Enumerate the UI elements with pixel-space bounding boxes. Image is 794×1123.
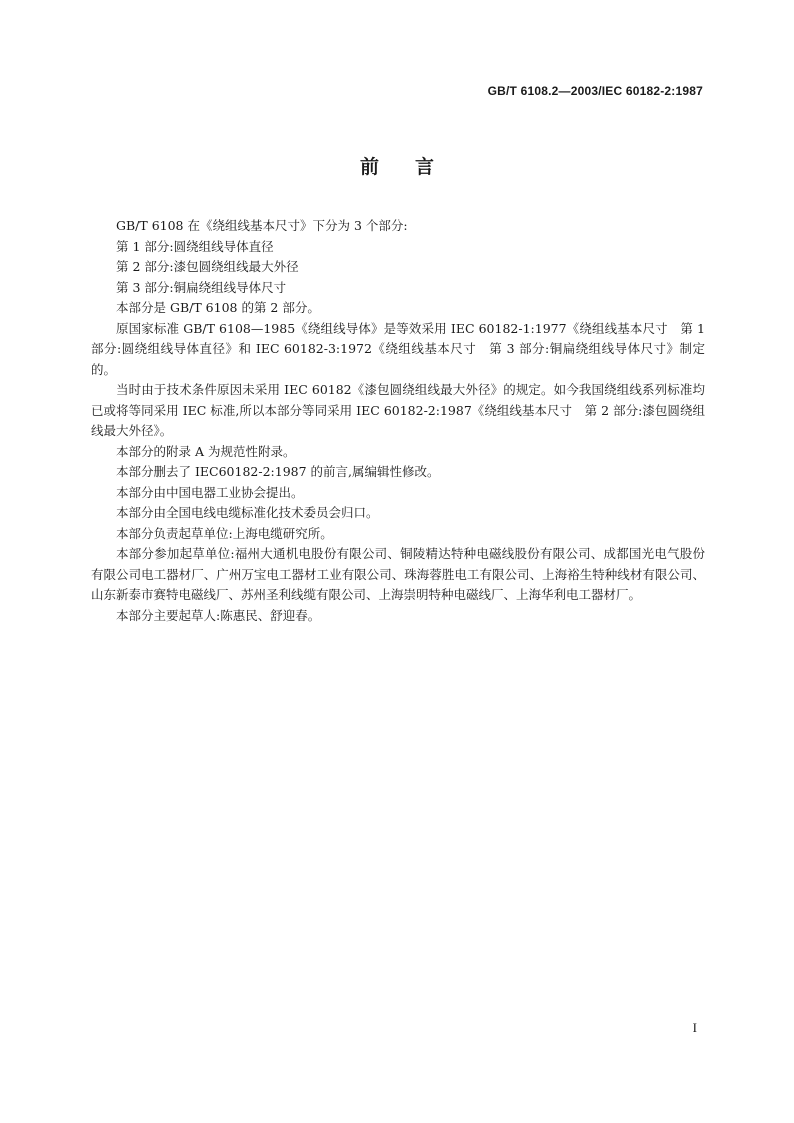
- paragraph-editorial-change: 本部分删去了 IEC60182-2:1987 的前言,属编辑性修改。: [116, 464, 440, 479]
- paragraph-managed-by: 本部分由全国电线电缆标准化技术委员会归口。: [116, 505, 379, 520]
- paragraph-part-1: 第 1 部分:圆绕组线导体直径: [116, 238, 274, 254]
- paragraph-annex: 本部分的附录 A 为规范性附录。: [116, 443, 296, 459]
- paragraph-participating-units: 本部分参加起草单位:福州大通机电股份有限公司、铜陵精达特种电磁线股份有限公司、成都国光电气股份有限公司电工器材厂、广州万宝电工器材工业有限公司、珠海蓉胜电工有限公司、上海裕生特种线材有限公司、山东新泰市赛特电磁线厂、苏州圣利线缆有限公司、上海崇明特种电磁线厂、上海华利电工器材厂。: [91, 546, 705, 602]
- paragraph-proposed-by: 本部分由中国电器工业协会提出。: [116, 484, 304, 500]
- paragraph-parts-intro: GB/T 6108 在《绕组线基本尺寸》下分为 3 个部分:: [116, 218, 408, 233]
- paragraph-drafting-unit: 本部分负责起草单位:上海电缆研究所。: [116, 525, 333, 541]
- paragraph-part-2: 第 2 部分:漆包圆绕组线最大外径: [116, 259, 299, 274]
- foreword-body: [91, 216, 705, 626]
- standard-code-header: GB/T 6108.2—2003/IEC 60182-2:1987: [487, 84, 703, 98]
- paragraph-this-part: 本部分是 GB/T 6108 的第 2 部分。: [116, 300, 320, 315]
- page-number: I: [692, 1020, 697, 1035]
- paragraph-adoption: 当时由于技术条件原因未采用 IEC 60182《漆包圆绕组线最大外径》的规定。如今我国绕组线系列标准均已或将等同采用 IEC 标准,所以本部分等同采用 IEC 60182-2:1987《绕组线基本尺寸 第 2 部分:漆包圆绕组线最大外径》。: [91, 382, 705, 438]
- paragraph-drafters: 本部分主要起草人:陈惠民、舒迎春。: [116, 607, 321, 623]
- paragraph-part-3: 第 3 部分:铜扁绕组线导体尺寸: [116, 279, 287, 295]
- page-title: 前言: [359, 156, 470, 178]
- paragraph-original-standard: 原国家标准 GB/T 6108—1985《绕组线导体》是等效采用 IEC 60182-1:1977《绕组线基本尺寸 第 1 部分:圆绕组线导体直径》和 IEC 60182-3:1972《绕组线基本尺寸 第 3 部分:铜扁绕组线导体尺寸》制定的。: [91, 320, 705, 377]
